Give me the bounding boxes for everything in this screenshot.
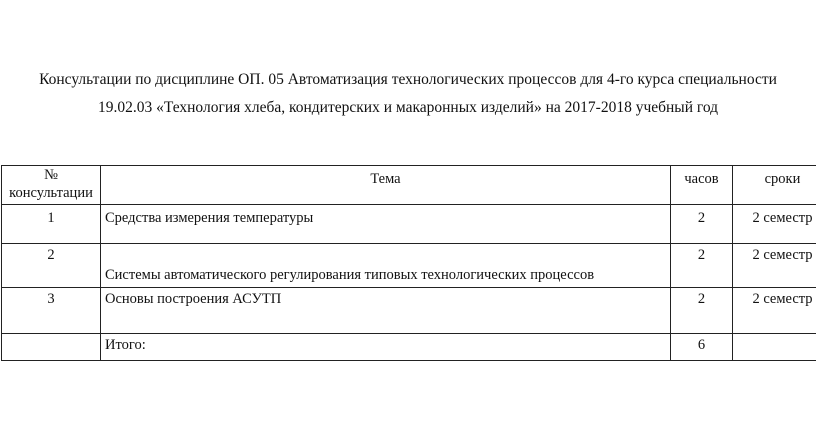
table-header-row (2, 166, 816, 205)
row-topic: Средства измерения температуры (101, 205, 671, 244)
table-row (2, 244, 816, 288)
table-row (2, 205, 816, 244)
row-number: 3 (2, 288, 101, 334)
total-number-empty (2, 334, 101, 361)
row-number: 2 (2, 244, 101, 288)
table-total-row (2, 334, 816, 361)
header-number-label: консультации (9, 185, 93, 201)
header-number-cell (2, 166, 101, 205)
heading-line-1: Консультации по дисциплине ОП. 05 Автоматизация технологических процессов для 4-го курса специальности (39, 71, 777, 88)
header-terms: сроки (733, 166, 816, 205)
row-topic: Основы построения АСУТП (101, 288, 671, 334)
document-heading (0, 66, 816, 122)
total-label: Итого: (101, 334, 671, 361)
heading-line-2: 19.02.03 «Технология хлеба, кондитерских и макаронных изделий» на 2017-2018 учебный год (97, 99, 719, 116)
row-term: 2 семестр (733, 205, 816, 244)
consultations-table (1, 165, 816, 361)
table-row (2, 288, 816, 334)
total-hours: 6 (671, 334, 733, 361)
row-topic: Системы автоматического регулирования типовых технологических процессов (101, 244, 671, 288)
row-hours: 2 (671, 205, 733, 244)
header-number-symbol: № (44, 167, 58, 183)
row-hours: 2 (671, 288, 733, 334)
header-topic: Тема (101, 166, 671, 205)
row-term: 2 семестр (733, 288, 816, 334)
row-number: 1 (2, 205, 101, 244)
row-term: 2 семестр (733, 244, 816, 288)
total-term-empty (733, 334, 816, 361)
row-hours: 2 (671, 244, 733, 288)
header-hours: часов (671, 166, 733, 205)
